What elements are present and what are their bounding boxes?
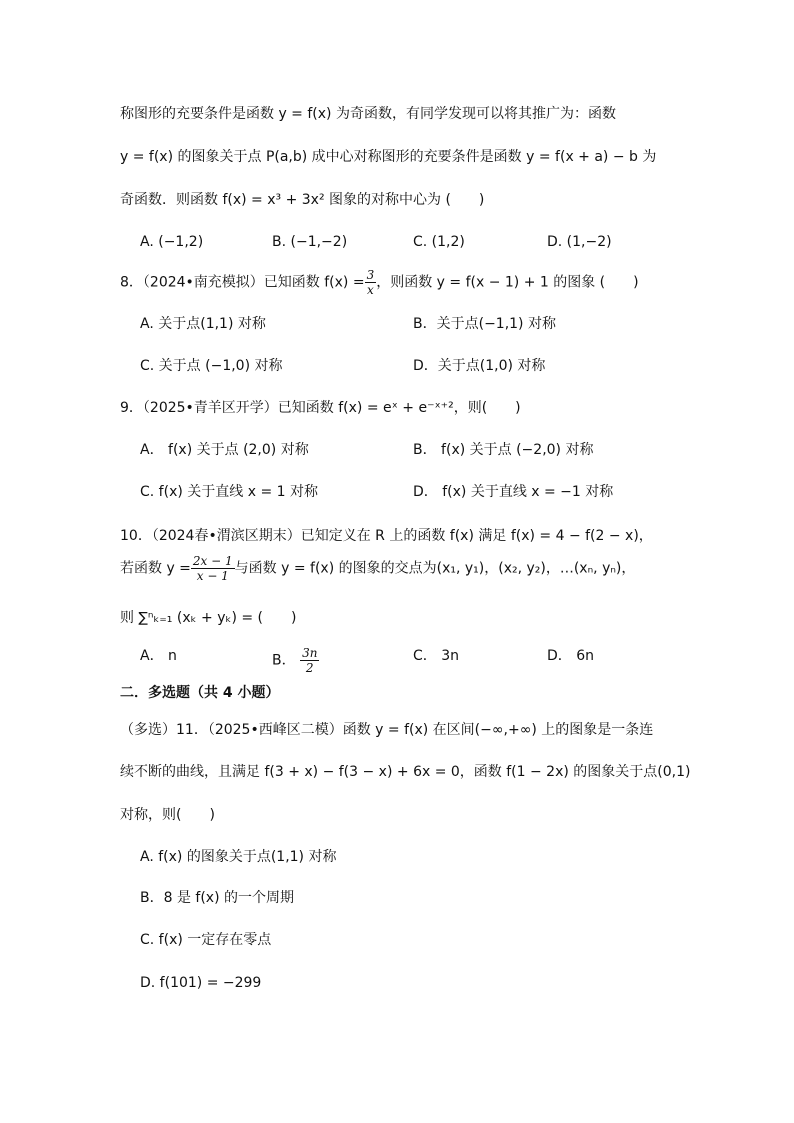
q11-option-b: B．8 是 f(x) 的一个周期 xyxy=(140,890,294,906)
q10-stem-line-2 xyxy=(120,554,635,583)
q10-option-d: D． 6n xyxy=(547,648,595,664)
q7-stem-line-3: 奇函数．则函数 f(x) = x³ + 3x² 图象的对称中心为 ( ) xyxy=(120,192,485,208)
q11-option-d: D. f(101) = −299 xyxy=(140,975,262,991)
q9-option-b: B． f(x) 关于点 (−2,0) 对称 xyxy=(413,442,594,458)
q8-option-d: D．关于点(1,0) 对称 xyxy=(413,358,546,374)
q8-fraction xyxy=(365,268,377,297)
q9-option-c: C. f(x) 关于直线 x = 1 对称 xyxy=(140,484,318,500)
q9-option-d: D． f(x) 关于直线 x = −1 对称 xyxy=(413,484,614,500)
q11-stem-line-2: 续不断的曲线，且满足 f(3 + x) − f(3 − x) + 6x = 0，函数 f(1 − 2x) 的图象关于点(0,1) xyxy=(120,764,691,780)
q11-option-c: C. f(x) 一定存在零点 xyxy=(140,932,272,948)
q10-option-a: A． n xyxy=(140,648,177,664)
q11-stem-line-3: 对称，则( ) xyxy=(120,807,215,823)
q8-fraction-numerator: 3 xyxy=(366,268,375,282)
q10-stem-line-2-pre: 若函数 y = xyxy=(120,560,191,577)
q7-stem-line-2: y = f(x) 的图象关于点 P(a,b) 成中心对称图形的充要条件是函数 y = f(x + a) − b 为 xyxy=(120,149,657,165)
q10-fraction-denominator: x − 1 xyxy=(196,569,229,583)
q7-stem-line-1: 称图形的充要条件是函数 y = f(x) 为奇函数，有同学发现可以将其推广为：函数 xyxy=(120,106,616,122)
q9-stem: 9．（2025•青羊区开学）已知函数 f(x) = eˣ + e⁻ˣ⁺²，则( ) xyxy=(120,400,521,416)
q10-stem-line-2-post: 与函数 y = f(x) 的图象的交点为(x₁, y₁)，(x₂, y₂)，…(xₙ, yₙ)， xyxy=(234,560,636,577)
q10-option-b-numerator: 3n xyxy=(302,646,318,660)
q10-option-c: C． 3n xyxy=(413,648,460,664)
q7-option-a: A. (−1,2) xyxy=(140,234,204,250)
q7-option-b: B. (−1,−2) xyxy=(272,234,348,250)
q8-option-b: B．关于点(−1,1) 对称 xyxy=(413,316,556,332)
q7-option-c: C. (1,2) xyxy=(413,234,465,250)
q11-stem-line-1: （多选）11．（2025•西峰区二模）函数 y = f(x) 在区间(−∞,+∞) 上的图象是一条连 xyxy=(120,722,654,738)
q10-stem-line-3: 则 ∑ⁿₖ₌₁ (xₖ + yₖ) = ( ) xyxy=(120,610,297,626)
q10-option-b-label: B． xyxy=(272,652,296,669)
q8-fraction-denominator: x xyxy=(366,283,374,297)
q8-stem xyxy=(120,268,639,297)
q8-stem-pre: 8．（2024•南充模拟）已知函数 f(x) = xyxy=(120,274,365,291)
q10-fraction-numerator: 2x − 1 xyxy=(192,554,233,568)
q10-option-b-denominator: 2 xyxy=(305,661,314,675)
q8-stem-post: ，则函数 y = f(x − 1) + 1 的图象 ( ) xyxy=(376,274,639,291)
q11-option-a: A. f(x) 的图象关于点(1,1) 对称 xyxy=(140,849,337,865)
q10-option-b-fraction xyxy=(300,646,319,675)
q8-option-a: A. 关于点(1,1) 对称 xyxy=(140,316,266,332)
section-heading-multiple-choice: 二．多选题（共 4 小题） xyxy=(120,685,280,701)
q10-fraction xyxy=(191,554,235,583)
q9-option-a: A． f(x) 关于点 (2,0) 对称 xyxy=(140,442,309,458)
q7-option-d: D. (1,−2) xyxy=(547,234,612,250)
q8-option-c: C. 关于点 (−1,0) 对称 xyxy=(140,358,283,374)
q10-option-b xyxy=(272,646,319,675)
q10-stem-line-1: 10．（2024春•渭滨区期末）已知定义在 R 上的函数 f(x) 满足 f(x) = 4 − f(2 − x)， xyxy=(120,528,653,544)
